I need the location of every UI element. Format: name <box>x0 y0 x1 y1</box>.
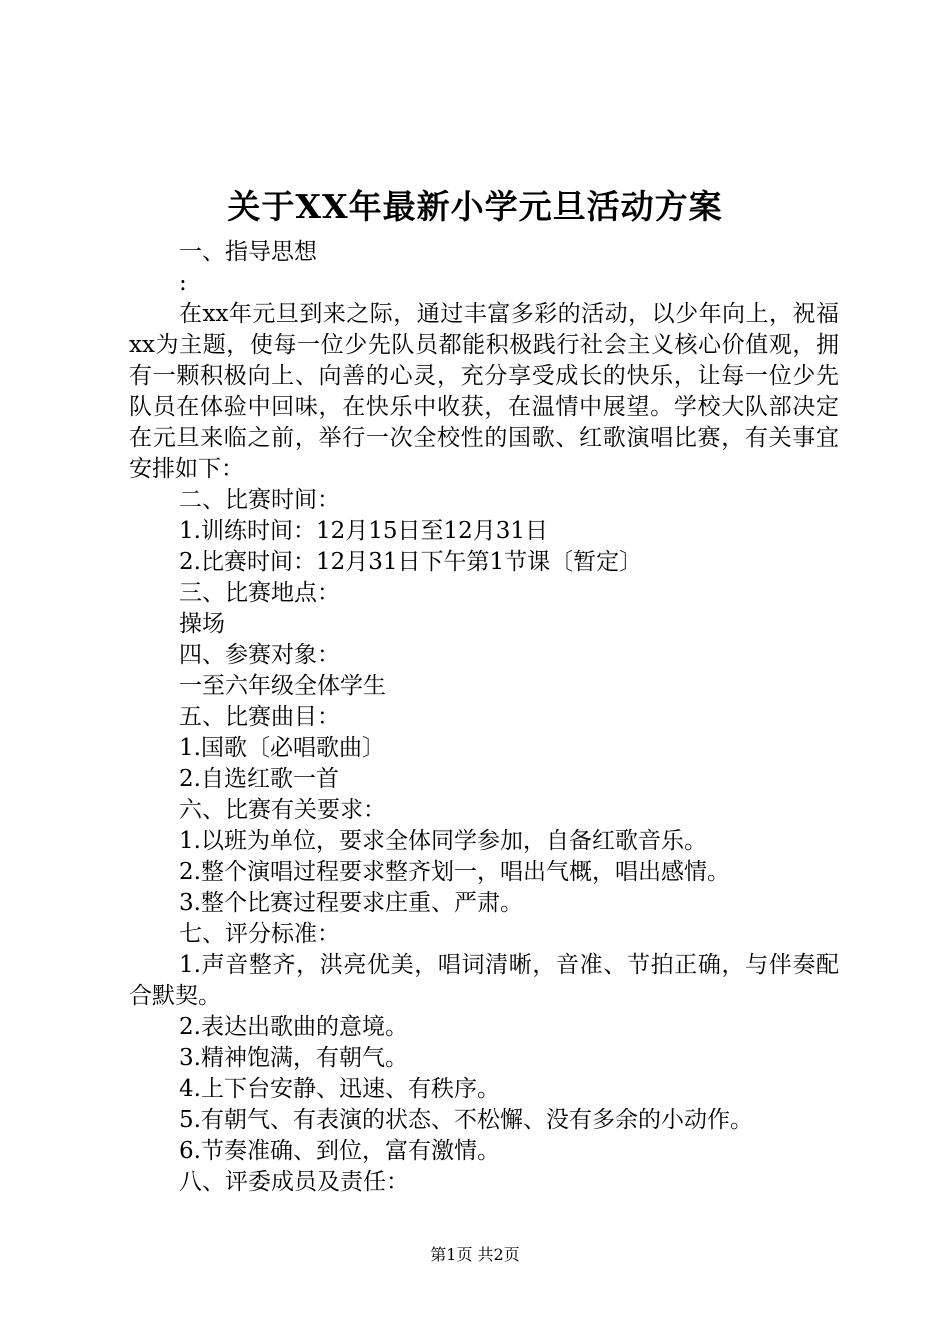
participants-value: 一至六年级全体学生 <box>179 673 386 699</box>
section-heading-scoring: 七、评分标准： <box>179 921 340 947</box>
section-heading-time: 二、比赛时间： <box>179 487 340 513</box>
list-item: 4.上下台安静、迅速、有秩序。 <box>179 1076 500 1102</box>
document-body <box>129 237 839 1198</box>
list-item: 1.国歌〔必唱歌曲〕 <box>179 735 385 761</box>
list-item: 2.整个演唱过程要求整齐划一，唱出气概，唱出感情。 <box>179 859 730 885</box>
list-item: 1.训练时间：12月15日至12月31日 <box>179 518 549 544</box>
list-item: 1.以班为单位，要求全体同学参加，自备红歌音乐。 <box>179 828 707 854</box>
list-item: 2.自选红歌一首 <box>179 766 339 792</box>
list-item: 1.声音整齐，洪亮优美，唱词清晰，音准、节拍正确，与伴奏配合默契。 <box>129 952 839 1009</box>
list-item: 3.精神饱满，有朝气。 <box>179 1045 408 1071</box>
section-heading-judges: 八、评委成员及责任： <box>179 1169 409 1195</box>
document-title: 关于XX年最新小学元旦活动方案 <box>227 187 723 226</box>
list-item: 2.比赛时间：12月31日下午第1节课〔暂定〕 <box>179 549 643 575</box>
section-heading-requirements: 六、比赛有关要求： <box>179 797 386 823</box>
list-item: 6.节奏准确、到位，富有激情。 <box>179 1138 500 1164</box>
section-heading-guiding-ideology: 一、指导思想 <box>179 239 317 265</box>
list-item: 5.有朝气、有表演的状态、不松懈、没有多余的小动作。 <box>179 1107 753 1133</box>
intro-paragraph: 在xx年元旦到来之际，通过丰富多彩的活动，以少年向上，祝福xx为主题，使每一位少先队员都能积极践行社会主义核心价值观，拥有一颗积极向上、向善的心灵，充分享受成长的快乐，让每一位少先队员在体验中回味，在快乐中收获，在温情中展望。学校大队部决定在元旦来临之前，举行一次全校性的国歌、红歌演唱比赛，有关事宜安排如下： <box>129 301 839 482</box>
list-item: 3.整个比赛过程要求庄重、严肃。 <box>179 890 523 916</box>
section-heading-participants: 四、参赛对象： <box>179 642 340 668</box>
list-item: 2.表达出歌曲的意境。 <box>179 1014 408 1040</box>
section-heading-songs: 五、比赛曲目： <box>179 704 340 730</box>
colon-line: : <box>179 270 187 296</box>
page-footer: 第1页 共2页 <box>430 1245 520 1264</box>
section-heading-location: 三、比赛地点： <box>179 580 340 606</box>
location-value: 操场 <box>179 611 225 637</box>
